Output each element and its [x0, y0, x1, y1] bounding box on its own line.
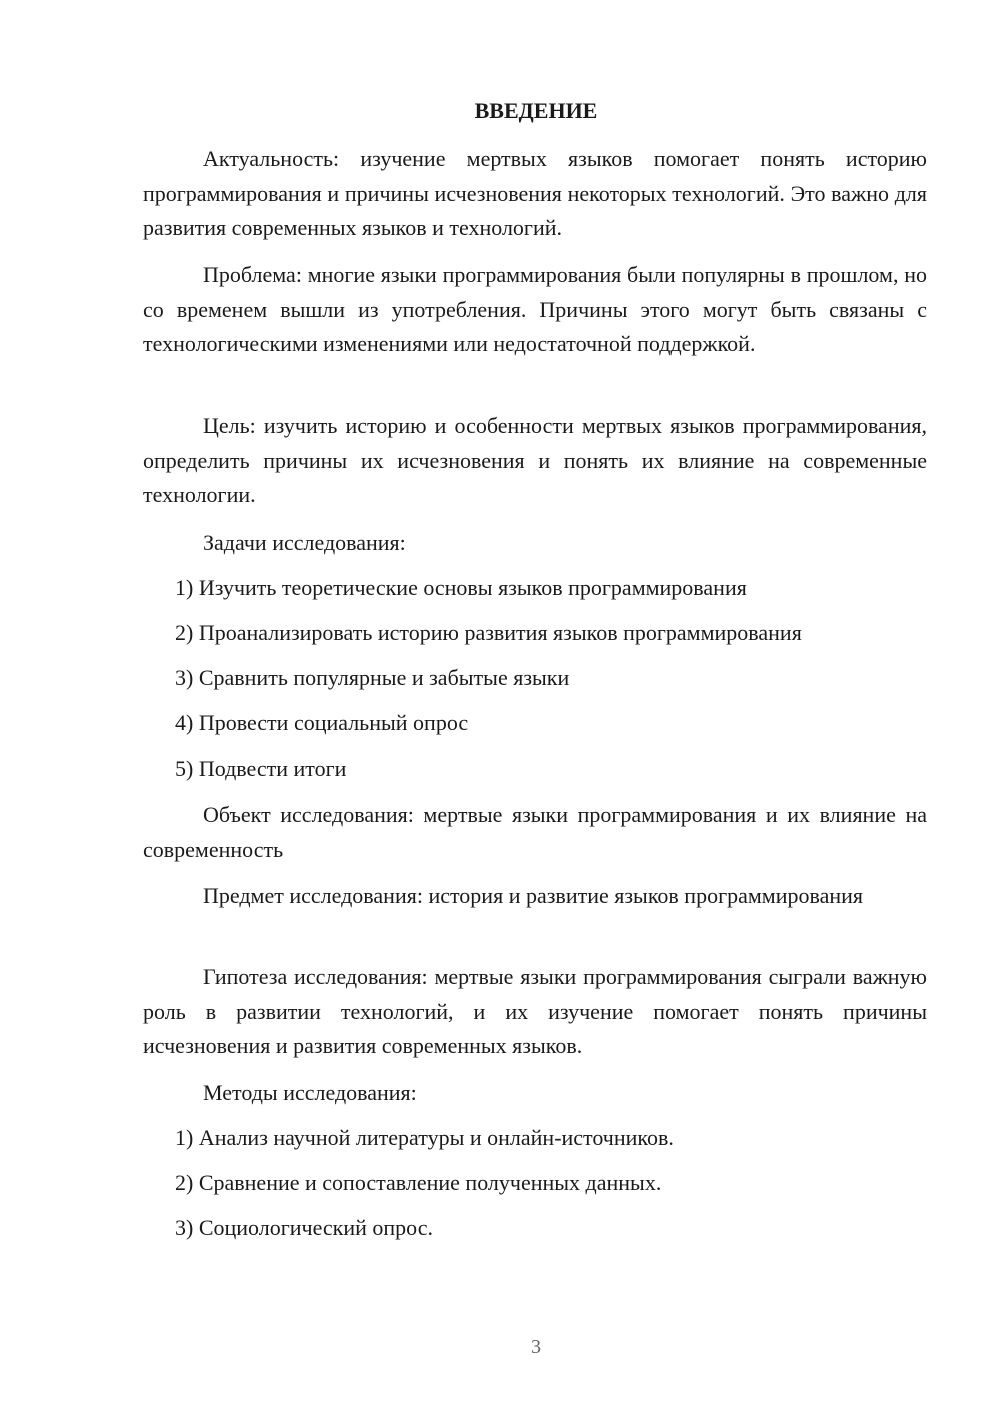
- method-item: 3) Социологический опрос.: [175, 1215, 433, 1240]
- goal-paragraph: Цель: изучить историю и особенности мертвых языков программирования, определить причины их исчезновения и понять их влияние на современные технологии.: [143, 413, 927, 507]
- method-item: 2) Сравнение и сопоставление полученных данных.: [175, 1170, 662, 1195]
- methods-title: Методы исследования:: [203, 1080, 417, 1105]
- hypothesis-paragraph: Гипотеза исследования: мертвые языки программирования сыграли важную роль в развитии технологий, и их изучение помогает понять причины исчезновения и развития современных языков.: [143, 964, 927, 1058]
- tasks-title: Задачи исследования:: [203, 530, 406, 555]
- task-item: 1) Изучить теоретические основы языков программирования: [175, 575, 747, 600]
- subject-paragraph: Предмет исследования: история и развитие языков программирования: [203, 883, 863, 908]
- task-item: 2) Проанализировать историю развития языков программирования: [175, 620, 802, 645]
- method-item: 1) Анализ научной литературы и онлайн-источников.: [175, 1125, 674, 1150]
- task-item: 5) Подвести итоги: [175, 756, 347, 781]
- problem-paragraph: Проблема: многие языки программирования были популярны в прошлом, но со временем вышли из употребления. Причины этого могут быть связаны с технологическими изменениями или недостаточной поддержкой.: [143, 262, 927, 356]
- section-heading: ВВЕДЕНИЕ: [474, 98, 598, 123]
- task-item: 3) Сравнить популярные и забытые языки: [175, 665, 570, 690]
- object-paragraph: Объект исследования: мертвые языки программирования и их влияние на современность: [143, 802, 927, 862]
- relevance-paragraph: Актуальность: изучение мертвых языков помогает понять историю программирования и причины исчезновения некоторых технологий. Это важно для развития современных языков и технологий.: [143, 146, 927, 240]
- task-item: 4) Провести социальный опрос: [175, 710, 469, 735]
- page-number: 3: [531, 1336, 541, 1358]
